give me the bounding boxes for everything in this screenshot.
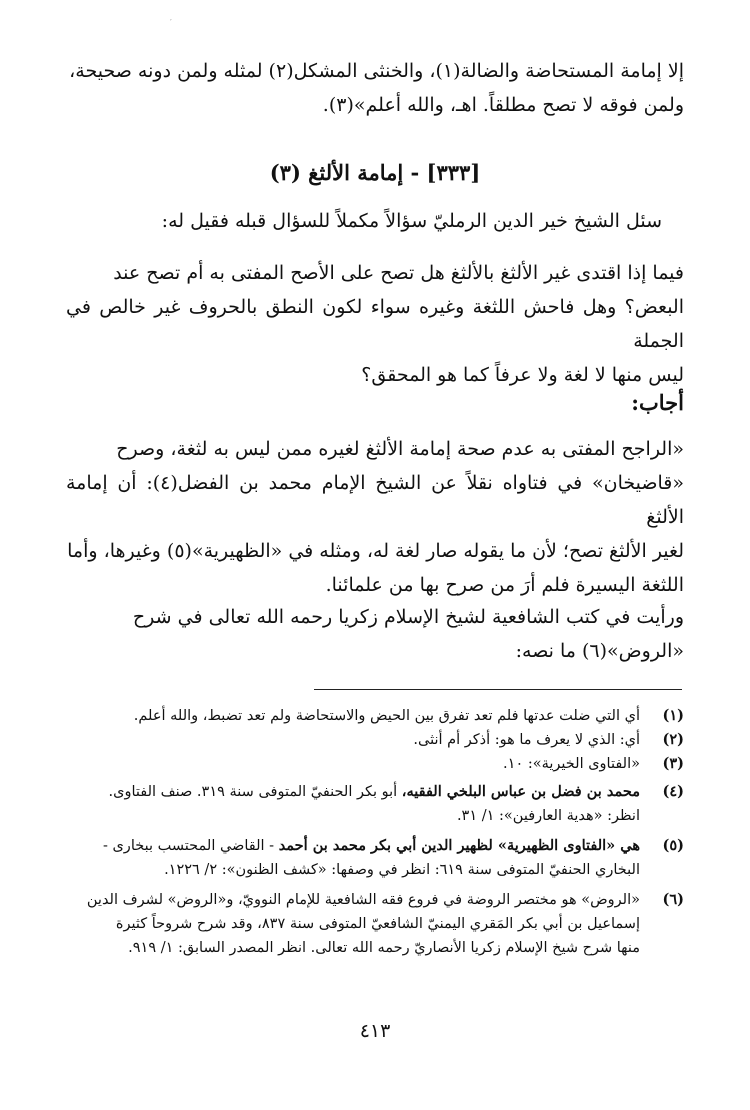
footnote-number: (٦) xyxy=(662,891,684,908)
footnote xyxy=(66,704,684,728)
footnote-lead: محمد بن فضل بن عباس البلخي الفقيه، xyxy=(401,783,640,800)
answer-block xyxy=(66,432,684,602)
top-paragraph-block xyxy=(66,54,684,122)
footnote-text: - القاضي المحتسب ببخارى - البخاري الحنفيّ المتوفى سنة ٦١٩: انظر في وصفها: «كشف الظنون»: ٢/ ١٢٢٦. xyxy=(102,838,640,878)
footnote-number: (٣) xyxy=(662,755,684,772)
footnote-text: أي: الذي لا يعرف ما هو: أذكر أم أنثى. xyxy=(413,732,640,748)
closing-text: ورأيت في كتب الشافعية لشيخ الإسلام زكريا رحمه الله تعالى في شرح «الروض»(٦) ما نصه: xyxy=(132,606,684,662)
footnote xyxy=(66,728,684,752)
question-intro: سئل الشيخ خير الدين الرمليّ سؤالاً مكملاً للسؤال قبله فقيل له: xyxy=(161,210,662,232)
footnote-text: «الفتاوى الخيرية»: ١٠. xyxy=(503,756,640,772)
question-intro-block xyxy=(66,204,684,238)
answer-label-block xyxy=(66,390,684,415)
footnote-number: (٥) xyxy=(662,837,684,854)
footnote-number: (١) xyxy=(662,707,684,724)
page-number: ٤١٣ xyxy=(359,1020,391,1042)
question-block xyxy=(66,256,684,392)
footnote-text: أي التي ضلت عدتها فلم تعد تفرق بين الحيض والاستحاضة ولم تعد تضبط، والله أعلم. xyxy=(133,708,640,724)
footnote xyxy=(66,834,684,882)
footnote-text: «الروض» هو مختصر الروضة في فروع فقه الشافعية للإمام النوويّ، و«الروض» لشرف الدين إسماعيل بن أبي بكر المَقري اليمنيّ الشافعيّ المتوفى سنة ٨٣٧، وقد شرح شروحاً كثيرة منها شرح شيخ الإسلام زكريا الأنصاريّ رحمه الله تعالى. انظر المصدر السابق: ١/ ٩١٩. xyxy=(86,892,640,956)
scan-mark: ′ xyxy=(170,18,172,27)
footnote-divider xyxy=(314,689,682,690)
question-text: فيما إذا اقتدى غير الألثغ بالألثغ هل تصح على الأصح المفتى به أم تصح عند البعض؟ وهل فاحش اللثغة وغيره سواء لكون النطق بالحروف غير خالص في الجملة ليس منها لا لغة ولا عرفاً كما هو المحقق؟ xyxy=(66,262,684,386)
answer-text: «الراجح المفتى به عدم صحة إمامة الألثغ لغيره ممن ليس به لثغة، وصرح «قاضيخان» في فتاواه نقلاً عن الشيخ الإمام محمد بن الفضل(٤): أن إمامة الألثغ لغير الألثغ تصح؛ لأن ما يقوله صار لغة له، ومثله في «الظهيرية»(٥) وغيرها، وأما اللثغة اليسيرة فلم أرَ من صرح بها من علمائنا. xyxy=(66,438,685,596)
footnote-number: (٢) xyxy=(662,731,684,748)
footnote xyxy=(66,888,684,960)
footnote-number: (٤) xyxy=(662,783,684,800)
footnote-lead: هي «الفتاوى الظهيرية» لظهير الدين أبي بكر محمد بن أحمد xyxy=(278,837,640,854)
answer-label: أجاب: xyxy=(631,390,684,415)
footnote-text: أبو بكر الحنفيّ المتوفى سنة ٣١٩. صنف الفتاوى. انظر: «هدية العارفين»: ١/ ٣١. xyxy=(108,784,640,824)
footnotes xyxy=(66,704,684,960)
footnote xyxy=(66,780,684,828)
top-paragraph: إلا إمامة المستحاضة والضالة(١)، والخنثى المشكل(٢) لمثله ولمن دونه صحيحة، ولمن فوقه لا تصح مطلقاً. اهـ، والله أعلم»(٣). xyxy=(69,60,684,116)
closing-block xyxy=(66,600,684,668)
section-heading: [٣٣٣] - إمامة الألثغ (٣) xyxy=(269,160,481,185)
footnote xyxy=(66,752,684,776)
